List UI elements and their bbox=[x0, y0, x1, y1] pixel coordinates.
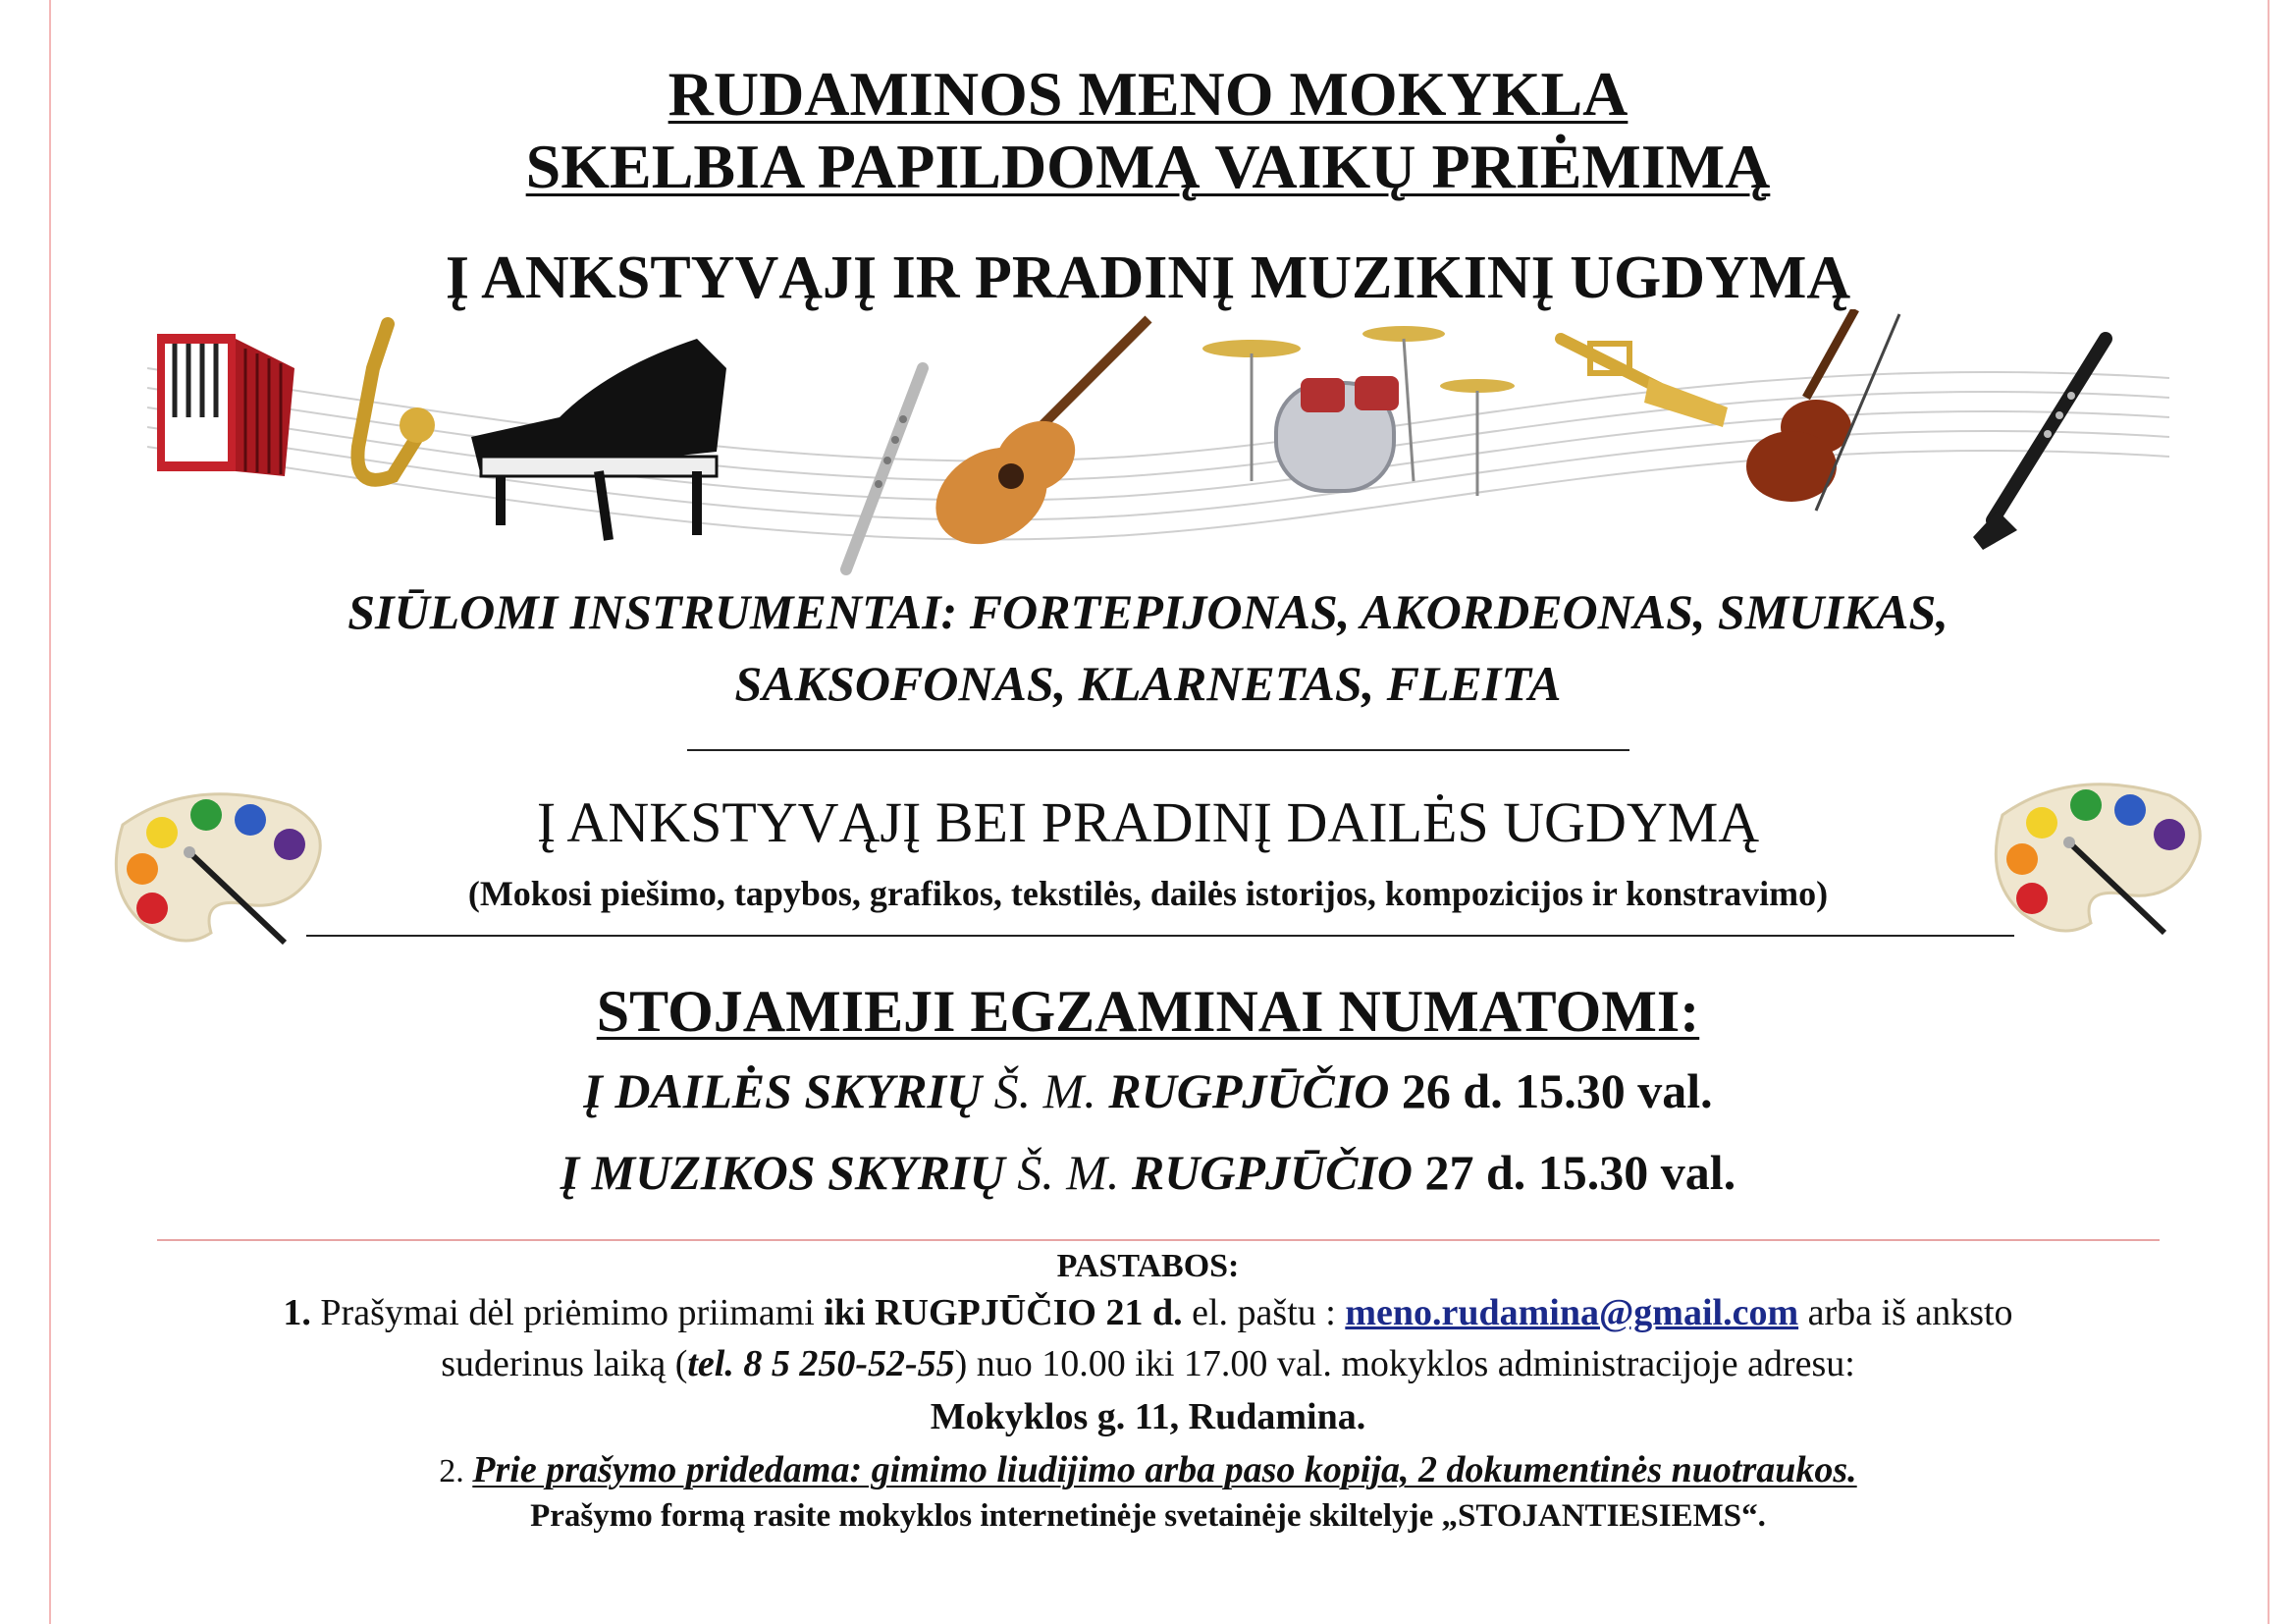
school-title: RUDAMINOS MENO MOKYKLA bbox=[667, 59, 1629, 129]
school-address: Mokyklos g. 11, Rudamina. bbox=[930, 1396, 1366, 1437]
trumpet-icon bbox=[1561, 339, 1728, 427]
note-1-text-a: Prašymai dėl priėmimo priimami bbox=[310, 1292, 825, 1333]
application-form-note: Prašymo formą rasite mokyklos internetinėje svetainėje skiltelyje „STOJANTIESIEMS“. bbox=[530, 1498, 1766, 1534]
art-divider bbox=[306, 935, 2014, 937]
exam-music-dept: Į MUZIKOS SKYRIŲ bbox=[560, 1145, 1005, 1200]
exam-art-month: RUGPJŪČIO bbox=[1108, 1063, 1390, 1118]
flute-icon bbox=[846, 368, 923, 569]
instruments-banner bbox=[147, 309, 2169, 584]
note-2-text: Prie prašymo pridedama: gimimo liudijimo arba paso kopija, 2 dokumentinės nuotraukos. bbox=[472, 1449, 1857, 1490]
exam-music-sm: Š. M. bbox=[1004, 1145, 1132, 1200]
exam-music-month: RUGPJŪČIO bbox=[1131, 1145, 1413, 1200]
saxophone-icon bbox=[357, 324, 435, 480]
note-1-deadline: iki RUGPJŪČIO 21 d. bbox=[824, 1292, 1183, 1333]
note-1-text-f: ) nuo 10.00 iki 17.00 val. mokyklos administracijoje adresu: bbox=[954, 1343, 1855, 1384]
note-1-line-1 bbox=[0, 1288, 2296, 1337]
drums-icon bbox=[1202, 326, 1515, 496]
note-1-text-c: el. paštu : bbox=[1182, 1292, 1346, 1333]
exam-art-time: 26 d. 15.30 val. bbox=[1389, 1063, 1713, 1118]
announcement-title: SKELBIA PAPILDOMĄ VAIKŲ PRIĖMIMĄ bbox=[525, 132, 1771, 201]
exam-art-dept: Į DAILĖS SKYRIŲ bbox=[583, 1063, 983, 1118]
music-heading: Į ANKSTYVĄJĮ IR PRADINĮ MUZIKINĮ UGDYMĄ bbox=[445, 244, 1851, 311]
email-link[interactable]: meno.rudamina@gmail.com bbox=[1345, 1292, 1799, 1333]
section-divider bbox=[687, 749, 1629, 751]
note-1-line-2 bbox=[0, 1339, 2296, 1388]
note-1-text-d: arba iš anksto bbox=[1798, 1292, 2013, 1333]
art-subtitle: (Mokosi piešimo, tapybos, grafikos, tekstilės, dailės istorijos, kompozicijos ir konstravimo) bbox=[467, 874, 1829, 913]
accordion-icon bbox=[157, 334, 294, 476]
phone-number: tel. 8 5 250-52-55 bbox=[687, 1343, 955, 1384]
note-1-number: 1. bbox=[283, 1292, 311, 1333]
notes-title: PASTABOS: bbox=[1056, 1248, 1240, 1284]
art-heading: Į ANKSTYVĄJĮ BEI PRADINĮ DAILĖS UGDYMĄ bbox=[536, 790, 1760, 854]
instruments-line-1: SIŪLOMI INSTRUMENTAI: FORTEPIJONAS, AKORDEONAS, SMUIKAS, bbox=[347, 584, 1949, 639]
exam-art-sm: Š. M. bbox=[982, 1063, 1109, 1118]
exam-music-line bbox=[0, 1142, 2296, 1203]
instruments-line-2: SAKSOFONAS, KLARNETAS, FLEITA bbox=[734, 656, 1562, 711]
guitar-icon bbox=[919, 319, 1148, 564]
exams-heading: STOJAMIEJI EGZAMINAI NUMATOMI: bbox=[596, 979, 1700, 1044]
piano-icon bbox=[471, 339, 726, 540]
note-2-number: 2. bbox=[439, 1453, 473, 1489]
note-2-line bbox=[0, 1445, 2296, 1496]
violin-icon bbox=[1746, 309, 1899, 511]
exam-music-time: 27 d. 15.30 val. bbox=[1413, 1145, 1736, 1200]
notes-divider bbox=[157, 1239, 2160, 1241]
note-1-text-e: suderinus laiką ( bbox=[441, 1343, 688, 1384]
exam-art-line bbox=[0, 1060, 2296, 1121]
clarinet-icon bbox=[1973, 339, 2106, 550]
